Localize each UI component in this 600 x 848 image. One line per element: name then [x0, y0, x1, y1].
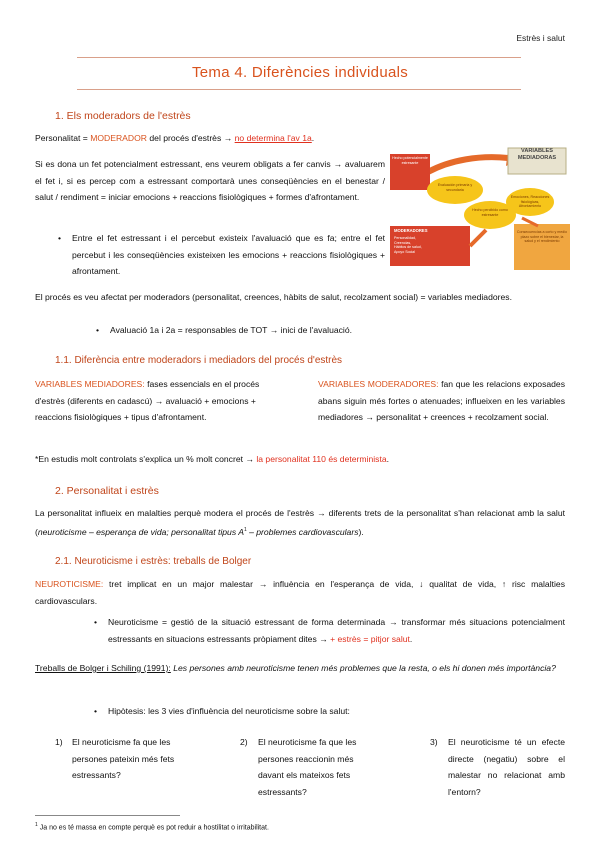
- section-heading-2: 2. Personalitat i estrès: [55, 485, 159, 497]
- text: Neuroticisme = gestió de la situació estressant de forma determinada → transformar més situacions potencialment estressants en situacions estressants pròpiament dites →: [108, 617, 565, 644]
- paragraph-moderators: El procés es veu afectat per moderadors (personalitat, creences, hàbits de salut, recolzament social) = variables mediadores.: [35, 292, 512, 302]
- mediators-definition: [35, 376, 287, 426]
- text: tret implicat en un major malestar → influència en l'esperança de vida, ↓ qualitat de vida, ↑ risc malalties cardiovasculars.: [35, 579, 565, 606]
- section-heading-1: 1. Els moderadors de l'estrès: [55, 110, 191, 122]
- paragraph-bolger-study: [35, 660, 565, 677]
- footnote-ref: 1: [243, 526, 247, 533]
- italic-text: neuroticisme – esperança de vida; personalitat tipus A: [37, 526, 244, 537]
- paragraph-personality-stress: [35, 505, 565, 540]
- label-text: VARIABLES MEDIADORES:: [35, 379, 145, 389]
- bullet-item: • Avaluació 1a i 2a = responsables de TOT → inici de l'avaluació.: [110, 322, 530, 339]
- label-text: NEUROTICISME:: [35, 579, 104, 589]
- highlight-text: MODERADOR: [90, 133, 148, 143]
- diagram-label: Hecho potencialmente estresante: [392, 156, 428, 165]
- hypothesis-number: 1): [55, 737, 63, 747]
- divider: [77, 57, 521, 58]
- diagram-label: Evaluación primaria y secundaria: [437, 183, 473, 192]
- moderators-definition: [318, 376, 565, 426]
- paragraph-process: Si es dona un fet potencialment estressant, ens veurem obligats a fer canvis → avaluarem el fet i, si es percep com a estressant comportarà unes conseqüències en el benestar / salut / rendiment = iniciar emocions + reaccions fisiològiques + formes d'afrontament.: [35, 159, 385, 203]
- bullet-item: [108, 614, 565, 647]
- text: .: [311, 133, 315, 143]
- paragraph-personality: [35, 130, 395, 147]
- text: La personalitat influeix en malalties perquè modera el procés de l'estrès → diferents trets de la personalitat s'han relacionat amb la salut (: [35, 508, 565, 537]
- note-text: [35, 451, 565, 468]
- running-header: Estrès i salut: [516, 33, 565, 43]
- paragraph-neuroticism: [35, 576, 565, 609]
- text: del procés d'estrès →: [147, 133, 235, 143]
- footnote-divider: [35, 815, 180, 816]
- bullet-item: • Entre el fet estressant i el percebut existeix l'avaluació que es fa; entre el fet percebut i les conseqüències existeixen les emocions + reaccions fisiològiques + afrontament.: [72, 230, 385, 280]
- highlight-text: + estrès = pitjor salut: [330, 633, 410, 644]
- diagram-label: Emociones, Reacciones fisiológicas, Afrontamiento: [510, 195, 550, 208]
- diagram-label: MODERADORES: [394, 228, 428, 233]
- divider: [77, 89, 521, 90]
- footnote-number: 1: [35, 822, 38, 828]
- italic-text: Les persones amb neuroticisme tenen més problemes que la resta, o els hi donen més importància?: [170, 663, 556, 673]
- highlight-text: no determina l'av 1a: [234, 133, 312, 143]
- footnote-text: Ja no es té massa en compte perquè es pot reduir a hostilitat o irritabilitat.: [37, 824, 269, 832]
- italic-text: – problemes cardiovasculars: [246, 526, 359, 537]
- page-title: Tema 4. Diferències individuals: [191, 64, 409, 81]
- hypothesis-text: El neuroticisme fa que les persones pateixin més fets estressants?: [72, 737, 175, 781]
- text: .: [386, 454, 390, 464]
- diagram-label: Personalidad, Creencias, Hábitos de salud, Apoyo Social: [394, 236, 422, 254]
- underlined-text: Treballs de Bolger i Schiling (1991):: [35, 663, 171, 673]
- hypothesis-number: 2): [240, 737, 248, 747]
- hypothesis-number: 3): [430, 737, 438, 747]
- diagram-label: VARIABLES MEDIADORAS: [517, 148, 557, 161]
- text: fan que les relacions exposades abans siguin més fortes o atenuades; influeixen en les variables mediadores → personalitat + creences + recolzament social.: [318, 379, 566, 423]
- hypothesis-text: El neuroticisme té un efecte directe (negatiu) sobre el malestar no relacionat amb l'entorn?: [448, 737, 565, 797]
- text: *En estudis molt controlats s'explica un % molt concret →: [35, 454, 257, 464]
- highlight-text: la personalitat 110 és determinista: [256, 454, 387, 464]
- subsection-heading-1-1: 1.1. Diferència entre moderadors i mediadors del procés d'estrès: [55, 355, 343, 366]
- diagram-label: Hecho percibido como estresante: [472, 208, 508, 217]
- footnote: [35, 822, 269, 831]
- text: .: [409, 633, 413, 644]
- subsection-heading-2-1: 2.1. Neuroticisme i estrès: treballs de Bolger: [55, 556, 252, 567]
- label-text: VARIABLES MODERADORES:: [318, 379, 439, 389]
- bullet-item: • Hipòtesis: les 3 vies d'influència del neuroticisme sobre la salut:: [108, 703, 565, 720]
- text: Personalitat =: [35, 133, 91, 143]
- text: fases essencials en el procés d'estrès (diferents en cadascú) → avaluació + emocions + reaccions fisiològiques + tipus d'afrontament.: [35, 379, 260, 423]
- diagram-label: Consecuencias a corto y medio plazo sobre el bienestar, la salud y el rendimiento: [516, 230, 568, 243]
- hypothesis-text: El neuroticisme fa que les persones reaccionin més davant els mateixos fets estressants?: [258, 737, 357, 797]
- text: ).: [358, 526, 364, 537]
